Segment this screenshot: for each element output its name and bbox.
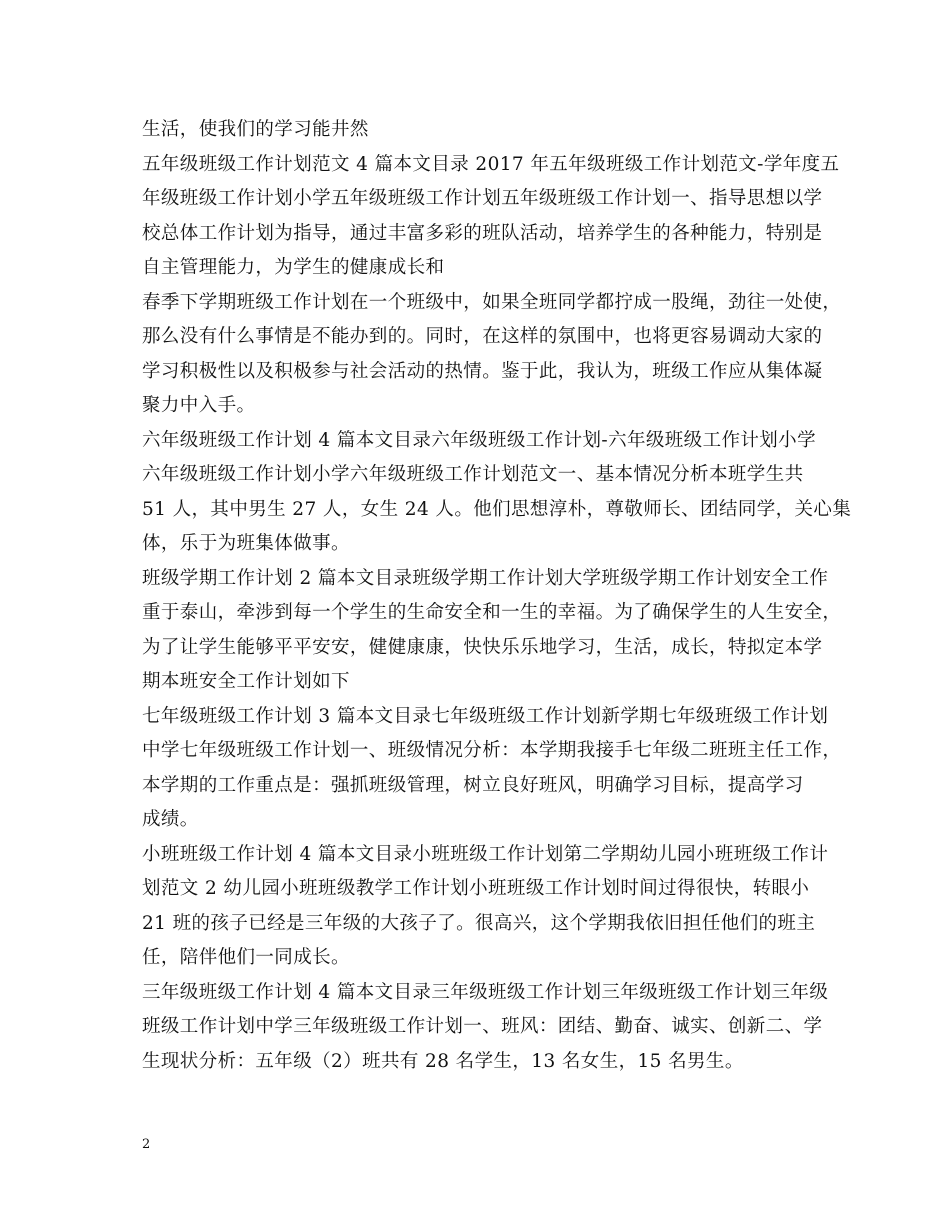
- text-line: 三年级班级工作计划 4 篇本文目录三年级班级工作计划三年级班级工作计划三年级: [142, 981, 829, 1003]
- text-line: 划范文 2 幼儿园小班班级教学工作计划小班班级工作计划时间过得很快，转眼小: [142, 878, 810, 899]
- text-line: 成绩。: [142, 809, 199, 830]
- text-line: 为了让学生能够平平安安，健健康康，快快乐乐地学习，生活，成长，特拟定本学: [142, 636, 823, 658]
- text-line: 校总体工作计划为指导，通过丰富多彩的班队活动，培养学生的各种能力，特别是: [142, 222, 823, 244]
- text-line: 重于泰山，牵涉到每一个学生的生命安全和一生的幸福。为了确保学生的人生安全，: [142, 602, 842, 623]
- text-line: 六年级班级工作计划 4 篇本文目录六年级班级工作计划-六年级班级工作计划小学: [142, 429, 816, 451]
- text-line: 本学期的工作重点是：强抓班级管理，树立良好班风，明确学习目标，提高学习: [142, 774, 804, 796]
- text-line: 小班班级工作计划 4 篇本文目录小班班级工作计划第二学期幼儿园小班班级工作计: [142, 843, 829, 865]
- text-line: 51 人，其中男生 27 人，女生 24 人。他们思想淳朴，尊敬师长、团结同学，关心集: [142, 498, 852, 520]
- text-line: 体，乐于为班集体做事。: [142, 533, 350, 554]
- text-line: 学习积极性以及积极参与社会活动的热情。鉴于此，我认为，班级工作应从集体凝: [142, 360, 823, 382]
- text-line: 自主管理能力，为学生的健康成长和: [142, 257, 445, 278]
- text-line: 七年级班级工作计划 3 篇本文目录七年级班级工作计划新学期七年级班级工作计划: [142, 705, 829, 727]
- text-line: 任，陪伴他们一同成长。: [142, 947, 350, 968]
- text-line: 六年级班级工作计划小学六年级班级工作计划范文一、基本情况分析本班学生共: [142, 464, 804, 485]
- text-line: 五年级班级工作计划范文 4 篇本文目录 2017 年五年级班级工作计划范文-学年度五: [142, 153, 840, 175]
- text-line: 聚力中入手。: [142, 395, 256, 416]
- text-line: 期本班安全工作计划如下: [142, 671, 350, 692]
- document-body: [142, 113, 852, 1079]
- text-line: 年级班级工作计划小学五年级班级工作计划五年级班级工作计划一、指导思想以学: [142, 188, 823, 209]
- page-number: 2: [142, 1137, 151, 1152]
- text-line: 那么没有什么事情是不能办到的。同时，在这样的氛围中，也将更容易调动大家的: [142, 326, 823, 347]
- text-line: 生现状分析：五年级（2）班共有 28 名学生，13 名女生，15 名男生。: [142, 1050, 744, 1072]
- text-line: 生活，使我们的学习能井然: [142, 119, 369, 140]
- text-line: 21 班的孩子已经是三年级的大孩子了。很高兴，这个学期我依旧担任他们的班主: [142, 912, 816, 934]
- text-line: 班级学期工作计划 2 篇本文目录班级学期工作计划大学班级学期工作计划安全工作: [142, 567, 829, 589]
- text-line: 班级工作计划中学三年级班级工作计划一、班风：团结、勤奋、诚实、创新二、学: [142, 1016, 823, 1037]
- text-line: 春季下学期班级工作计划在一个班级中，如果全班同学都拧成一股绳，劲往一处使，: [142, 291, 842, 313]
- text-line: 中学七年级班级工作计划一、班级情况分析：本学期我接手七年级二班班主任工作，: [142, 740, 842, 761]
